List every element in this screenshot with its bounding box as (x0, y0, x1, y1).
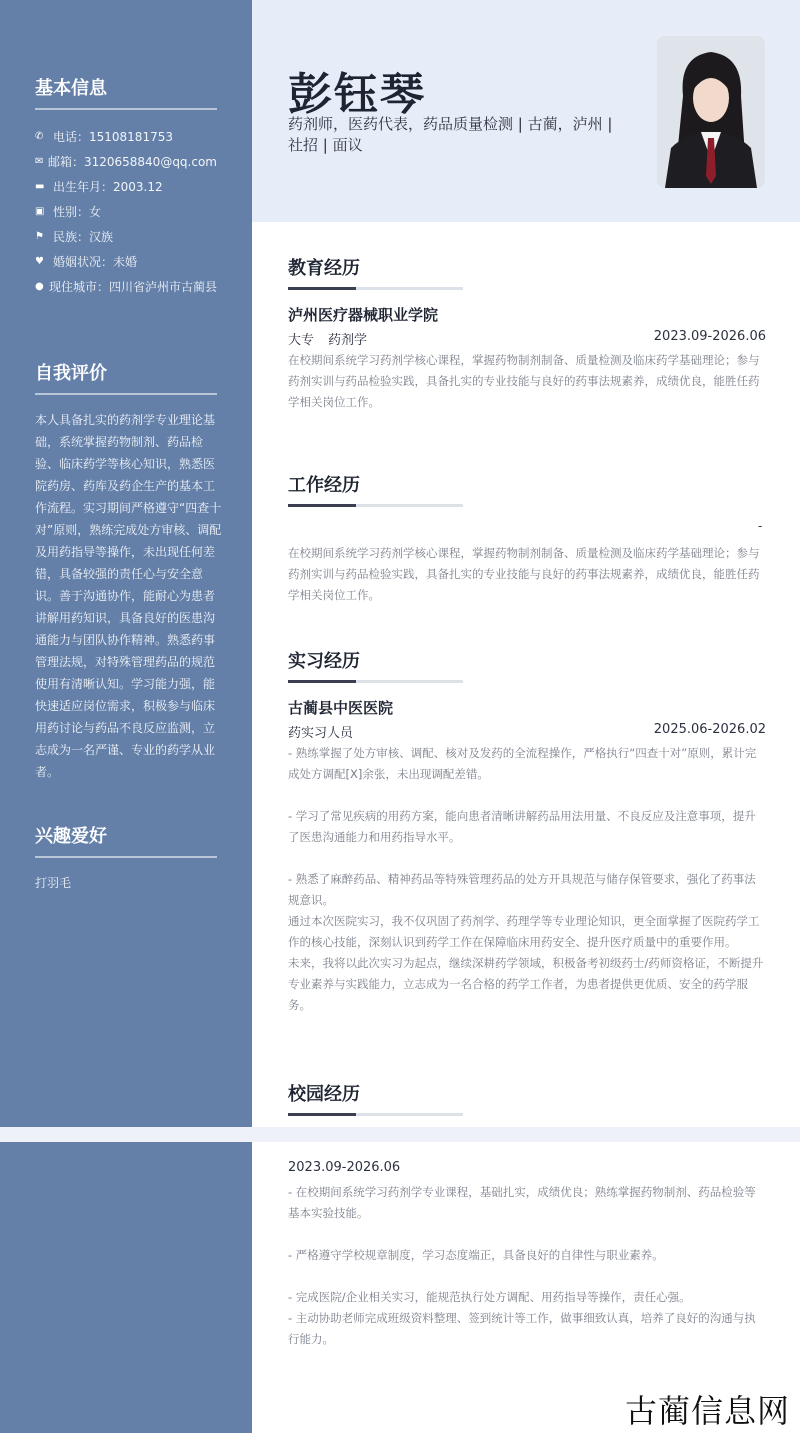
heart-icon: ♥ (35, 256, 44, 267)
work-period-dash: - (758, 519, 763, 533)
candidate-subtitle: 药剂师，医药代表，药品质量检测 | 古蔺，泸州 | 社招 | 面议 (288, 115, 613, 154)
candidate-name: 彭钰琴 (288, 69, 426, 120)
mail-icon: ✉ (35, 156, 44, 167)
page-divider (0, 1127, 800, 1142)
internship-desc: - 熟练掌握了处方审核、调配、核对及发药的全流程操作，严格执行“四查十对”原则，累计完成处方调配[X]余张，未出现调配差错。 - 学习了常见疾病的用药方案，能向患者清晰讲解药品用法用量、不良反应及注意事项，提升了医患沟通能力和用药指导水平。 - 熟悉了麻醉药品、精神药品等特殊管理药品的处方开具规范与储存保管要求，强化了药事法规意识。 通过本次医院实习，我不仅巩固了药剂学、药理学等专业理论知识，更全面掌握了医院药学工作的核心技能，深刻认识到药学工作在保障临床用药安全、提升医疗质量中的重要作用。 未来，我将以此次实习为起点，继续深耕药学领域，积极备考初级药士/药师资格证，不断提升专业素养与实践能力，立志成为一名合格的药学工作者，为患者提供更优质、安全的药学服务。 (288, 746, 764, 1012)
education-meta (288, 329, 766, 348)
site-watermark: 古蔺信息网 (624, 1392, 790, 1430)
info-text: 现住城市：四川省泸州市古蔺县 (48, 280, 217, 294)
education-school: 泸州医疗器械职业学院 (288, 306, 439, 324)
work-desc: 在校期间系统学习药剂学核心课程，掌握药物制剂制备、质量检测及临床药学基础理论；参与药剂实训与药品检验实践，具备扎实的专业技能与良好的药事法规素养，成绩优良，能胜任药学相关岗位工作。 (288, 546, 760, 602)
flag-icon: ⚑ (35, 231, 44, 242)
info-text: 婚姻状况：未婚 (53, 255, 138, 269)
education-degree: 大专 (288, 333, 315, 348)
campus-period: 2023.09-2026.06 (288, 1160, 401, 1175)
internship-title: 实习经历 (288, 647, 463, 683)
internship-org: 古蔺县中医医院 (288, 699, 394, 717)
sidebar-page2 (0, 1142, 252, 1433)
info-text: 民族：汉族 (53, 230, 114, 244)
education-title: 教育经历 (288, 254, 463, 290)
self-eval-text: 本人具备扎实的药剂学专业理论基础，系统掌握药物制剂、药品检验、临床药学等核心知识，熟悉医院药房、药库及药企生产的基本工作流程。实习期间严格遵守“四查十对”原则，熟练完成处方审核、调配及用药指导等操作，未出现任何差错，具备较强的责任心与安全意识。善于沟通协作，能耐心为患者讲解用药知识，具备良好的医患沟通能力与团队协作精神。熟悉药事管理法规，对特殊管理药品的规范使用有清晰认知。学习能力强，能快速适应岗位需求，积极参与临床用药讨论与药品不良反应监测，立志成为一名严谨、专业的药学从业者。 (35, 413, 222, 779)
info-row (35, 174, 217, 199)
basic-info-list (35, 124, 217, 299)
self-eval-section (35, 359, 222, 783)
profile-photo-illustration (657, 36, 765, 188)
gender-icon: ▣ (35, 206, 45, 217)
info-text: 性别：女 (53, 205, 102, 219)
info-row (35, 224, 217, 249)
info-text: 出生年月：2003.12 (53, 180, 163, 194)
phone-icon: ✆ (35, 131, 44, 142)
education-degree-major (288, 329, 367, 348)
education-desc: 在校期间系统学习药剂学核心课程，掌握药物制剂制备、质量检测及临床药学基础理论；参与药剂实训与药品检验实践，具备扎实的专业技能与良好的药事法规素养，成绩优良，能胜任药学相关岗位工作。 (288, 353, 760, 409)
campus-desc: - 在校期间系统学习药剂学专业课程，基础扎实，成绩优良；熟练掌握药物制剂、药品检验等基本实验技能。 - 严格遵守学校规章制度，学习态度端正，具备良好的自律性与职业素养。 - 完成医院/企业相关实习，能规范执行处方调配、用药指导等操作，责任心强。 - 主动协助老师完成班级资料整理、签到统计等工作，做事细致认真，培养了良好的沟通与执行能力。 (288, 1185, 756, 1346)
info-row (35, 199, 217, 224)
hobby-text: 打羽毛 (35, 876, 72, 890)
info-row (35, 124, 217, 149)
info-row (35, 249, 217, 274)
info-row (35, 149, 217, 174)
internship-meta (288, 722, 766, 741)
campus-title: 校园经历 (288, 1080, 463, 1116)
education-period: 2023.09-2026.06 (653, 329, 766, 344)
work-title: 工作经历 (288, 471, 463, 507)
self-eval-title: 自我评价 (35, 359, 217, 395)
education-major: 药剂学 (328, 333, 368, 348)
profile-photo (657, 36, 765, 188)
internship-period: 2025.06-2026.02 (653, 722, 766, 737)
info-row (35, 274, 217, 299)
hobby-section (35, 822, 217, 894)
hobby-title: 兴趣爱好 (35, 822, 217, 858)
location-icon: ● (35, 281, 44, 292)
basic-info-title: 基本信息 (35, 74, 217, 110)
internship-role: 药实习人员 (288, 726, 354, 741)
info-text: 邮箱：3120658840@qq.com (47, 155, 217, 169)
info-text: 电话：15108181753 (53, 130, 173, 144)
campus-meta (288, 1160, 766, 1175)
basic-info-section (35, 74, 217, 299)
cake-icon: ▬ (35, 181, 45, 192)
